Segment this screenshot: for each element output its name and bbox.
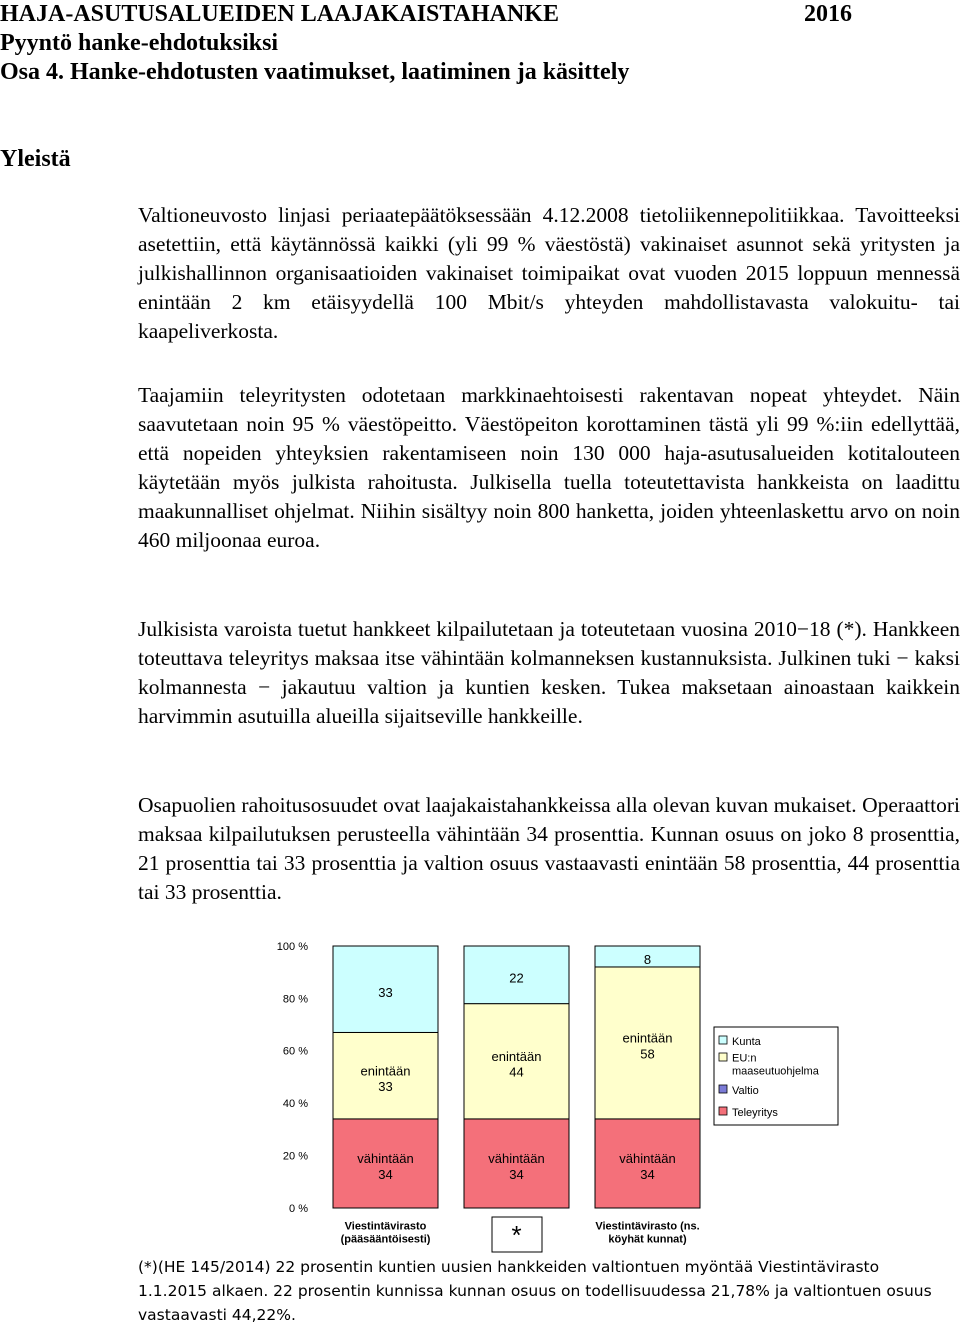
data-label: enintään 58 [622,1030,673,1062]
legend-swatch [719,1053,727,1061]
data-label: enintään 33 [360,1063,411,1095]
y-tick-label: 100 % [276,940,308,953]
paragraph-1: Valtioneuvosto linjasi periaatepäätöksessään 4.12.2008 tietoliikennepolitiikkaa. Tavoitteeksi asetettiin, että käytännössä kaikki (yli 99 % väestöstä) vakinaiset asunnot sekä yritysten ja julkishallinnon organisaatioiden vakinaiset toimipaikat ovat vuoden 2015 loppuun mennessä enintään 2 km etäisyydellä 100 Mbit/s yhteyden mahdollistavasta valokuitu- tai kaapeliverkosta. [138,203,960,343]
legend-label: Valtio [732,1084,759,1097]
data-label: enintään 44 [491,1049,542,1080]
category-label: Viestintävirasto (ns. köyhät kunnat) [595,1220,700,1246]
data-label: vähintään 34 [488,1151,545,1182]
document-year: 2016 [804,1,852,27]
document-title: HAJA-ASUTUSALUEIDEN LAAJAKAISTAHANKE [0,1,559,27]
footnote: (*)(HE 145/2014) 22 prosentin kuntien uusien hankkeiden valtiontuen myöntää Viestintävirasto 1.1.2015 alkaen. 22 prosentin kunnissa kunnan osuus on todellisuudessa 21,78% ja valtiontuen osuus vastaavasti 44,22%. [138,1258,932,1324]
y-tick-label: 40 % [282,1098,308,1111]
paragraph-3: Julkisista varoista tuetut hankkeet kilpailutetaan ja toteutetaan vuosina 2010−18 (*). Hankkeen toteuttava teleyritys maksaa itse vähintään kolmanneksen kustannuksista. Julkinen tuki − kaksi kolmannesta − jakautuu valtion ja kuntien kesken. Tukea maksetaan ainoastaan kaikkein harvimmin asutuilla alueilla sijaitseville hankkeille. [138,617,960,728]
legend-swatch [719,1085,727,1093]
section-title: Yleistä [0,146,71,172]
y-tick-label: 0 % [289,1202,308,1215]
data-label: 22 [509,970,524,986]
legend-label: Teleyritys [732,1106,778,1119]
category-label: * [511,1220,522,1251]
funding-share-chart [258,930,878,1255]
data-label: vähintään 34 [619,1151,676,1182]
legend-label: EU:n maaseutuohjelma [732,1052,819,1078]
data-label: vähintään 34 [357,1151,414,1182]
document-subtitle: Pyyntö hanke-ehdotuksiksi [0,30,279,56]
y-tick-label: 60 % [282,1045,308,1058]
data-label: 8 [643,952,652,968]
y-tick-label: 80 % [282,993,308,1006]
paragraph-2: Taajamiin teleyritysten odotetaan markkinaehtoisesti rakentavan nopeat yhteydet. Näin saavutetaan noin 95 % väestöpeitto. Väestöpeiton korottaminen tästä yli 99 %:iin edellyttää, että nopeiden yhteyksien rakentamiseen noin 130 000 haja-asutusalueiden kotitalouteen käytetään myös julkista rahoitusta. Julkisella tuella toteutettavista hankkeista on laadittu maakunnalliset ohjelmat. Niihin sisältyy noin 800 hanketta, joiden yhteenlaskettu arvo on noin 460 miljoonaa euroa. [138,383,960,552]
legend-swatch [719,1107,727,1115]
legend-label: Kunta [732,1035,761,1048]
document-part-title: Osa 4. Hanke-ehdotusten vaatimukset, laatiminen ja käsittely [0,59,630,85]
legend-swatch [719,1036,727,1044]
y-tick-label: 20 % [282,1150,308,1163]
category-label: Viestintävirasto (pääsääntöisesti) [340,1220,431,1246]
data-label: 33 [378,984,393,1000]
paragraph-4: Osapuolien rahoitusosuudet ovat laajakaistahankkeissa alla olevan kuvan mukaiset. Operaattori maksaa kilpailutuksen perusteella vähintään 34 prosenttia. Kunnan osuus on joko 8 prosenttia, 21 prosenttia tai 33 prosenttia ja valtion osuus vastaavasti enintään 58 prosenttia, 44 prosenttia tai 33 prosenttia. [138,793,960,904]
